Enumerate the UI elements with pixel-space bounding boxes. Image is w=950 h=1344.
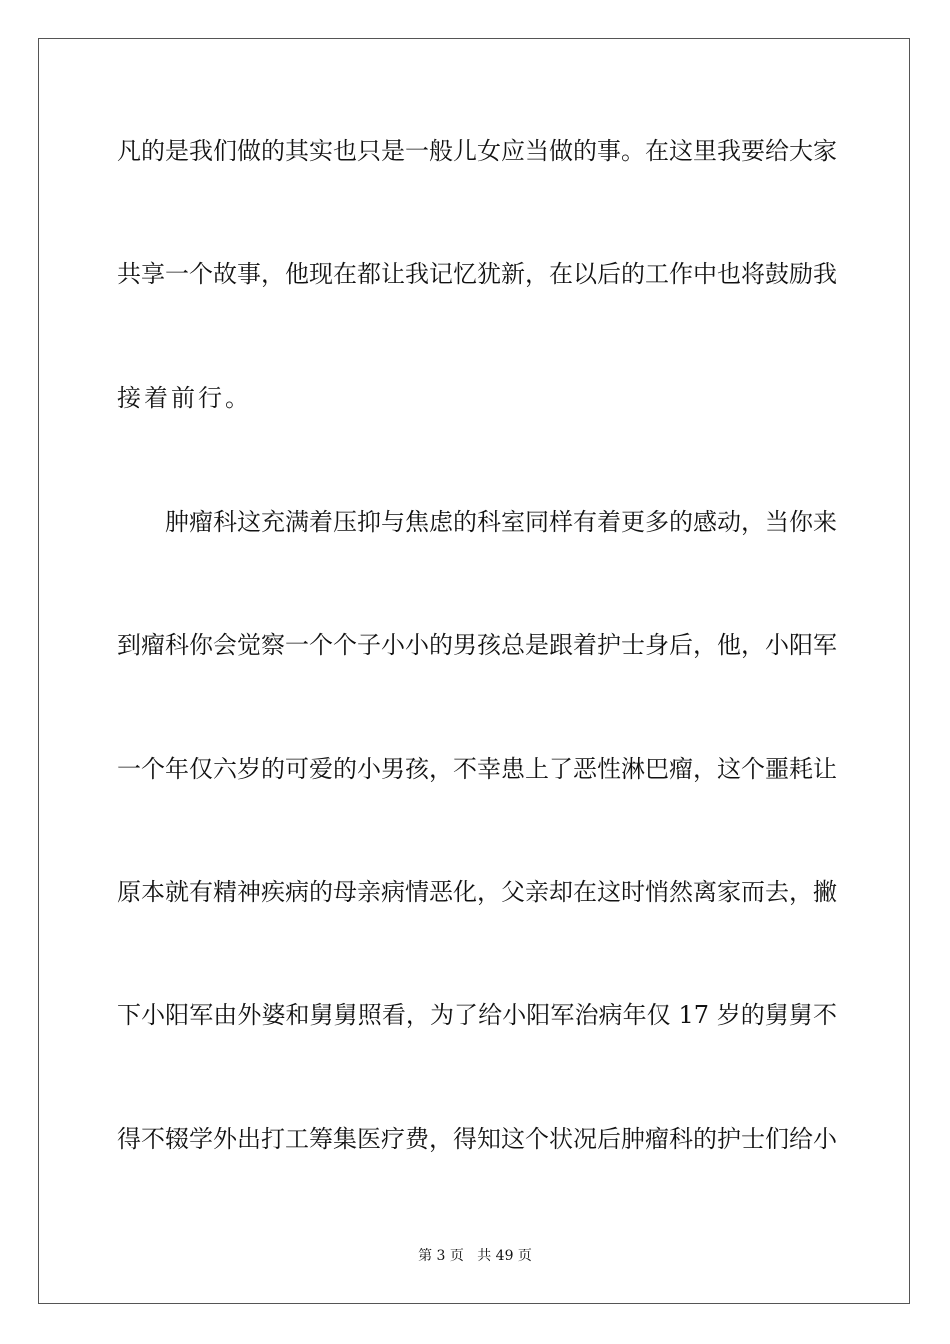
paragraph-1-line-1: 凡的是我们做的其实也只是一般儿女应当做的事。在这里我要给大家: [117, 137, 837, 165]
paragraph-1-line-2: 共享一个故事，他现在都让我记忆犹新，在以后的工作中也将鼓励我: [117, 260, 837, 288]
paragraph-2-line-2: 到瘤科你会觉察一个个子小小的男孩总是跟着护士身后，他，小阳军: [117, 631, 837, 659]
paragraph-2-line-5: 下小阳军由外婆和舅舅照看，为了给小阳军治病年仅 17 岁的舅舅不: [117, 1001, 837, 1029]
paragraph-2-line-4: 原本就有精神疾病的母亲病情恶化，父亲却在这时悄然离家而去，撇: [117, 878, 837, 906]
page-frame: [38, 38, 910, 1304]
paragraph-2-line-6: 得不辍学外出打工筹集医疗费，得知这个状况后肿瘤科的护士们给小: [117, 1125, 837, 1153]
paragraph-1-line-3: 接着前行。: [117, 384, 252, 412]
paragraph-2-line-1: 肿瘤科这充满着压抑与焦虑的科室同样有着更多的感动，当你来: [165, 508, 837, 536]
paragraph-2-line-3: 一个年仅六岁的可爱的小男孩，不幸患上了恶性淋巴瘤，这个噩耗让: [117, 755, 837, 783]
page-number-footer: 第 3 页 共 49 页: [418, 1248, 532, 1264]
